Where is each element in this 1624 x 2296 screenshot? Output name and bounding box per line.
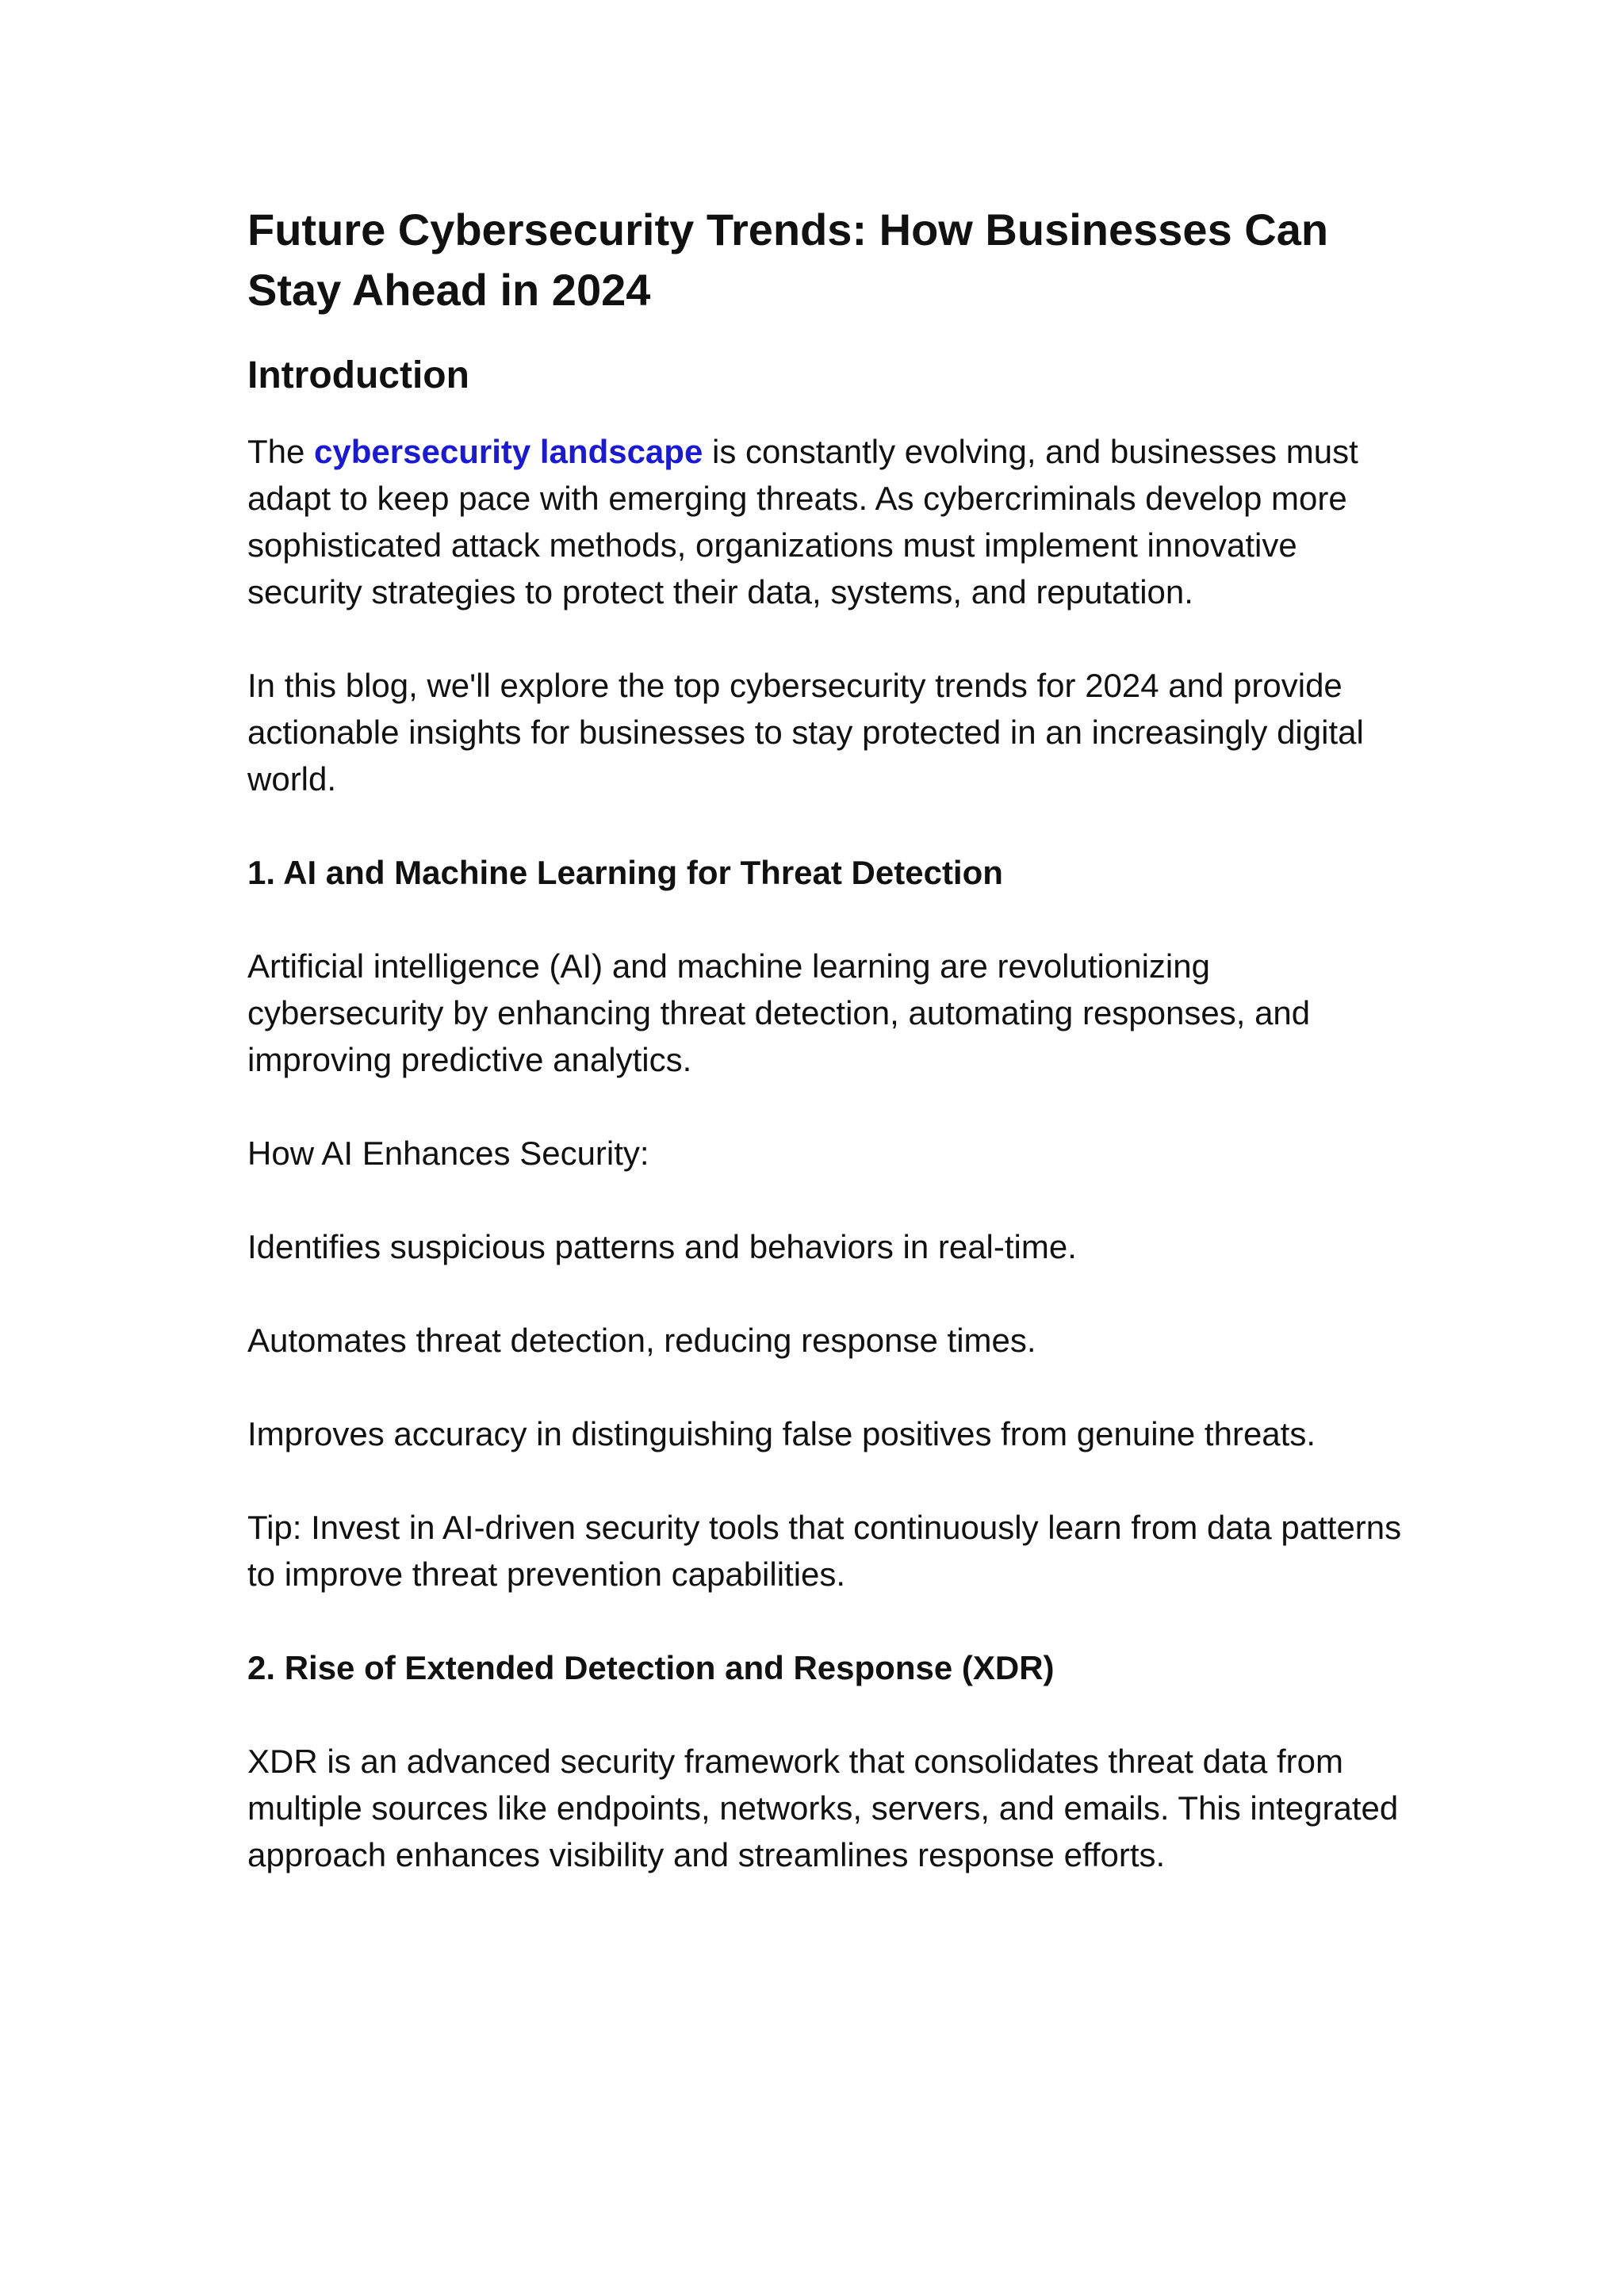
document-page [247,200,1405,1925]
section-1-tip: Tip: Invest in AI-driven security tools that continuously learn from data patterns to improve threat prevention capabilities. [247,1509,1402,1593]
section-2-body: XDR is an advanced security framework that consolidates threat data from multiple sources like endpoints, networks, servers, and emails. This integrated approach enhances visibility and streamlines response efforts. [247,1743,1399,1873]
section-1-point: Improves accuracy in distinguishing false positives from genuine threats. [247,1415,1316,1452]
section-1-subheading: How AI Enhances Security: [247,1135,649,1172]
intro-text-before: The [247,433,315,470]
section-1-point: Automates threat detection, reducing response times. [247,1322,1036,1359]
intro-text-after: is constantly evolving, and businesses must adapt to keep pace with emerging threats. As cybercriminals develop more sophisticated attack methods, organizations must implement innovative security strategies to protect their data, systems, and reputation. [247,433,1358,610]
section-2-heading: 2. Rise of Extended Detection and Response (XDR) [247,1649,1055,1686]
section-1-body: Artificial intelligence (AI) and machine learning are revolutionizing cybersecurity by enhancing threat detection, automating responses, and improving predictive analytics. [247,947,1311,1078]
intro-paragraph-2: In this blog, we'll explore the top cybersecurity trends for 2024 and provide actionable insights for businesses to stay protected in an increasingly digital world. [247,667,1364,798]
intro-heading: Introduction [247,354,469,396]
page-title: Future Cybersecurity Trends: How Businesses Can Stay Ahead in 2024 [247,205,1329,315]
intro-paragraph-1 [247,428,1405,615]
section-1-point: Identifies suspicious patterns and behaviors in real-time. [247,1228,1077,1265]
cybersecurity-landscape-link[interactable]: cybersecurity landscape [314,433,703,470]
section-1-heading: 1. AI and Machine Learning for Threat Detection [247,854,1003,891]
